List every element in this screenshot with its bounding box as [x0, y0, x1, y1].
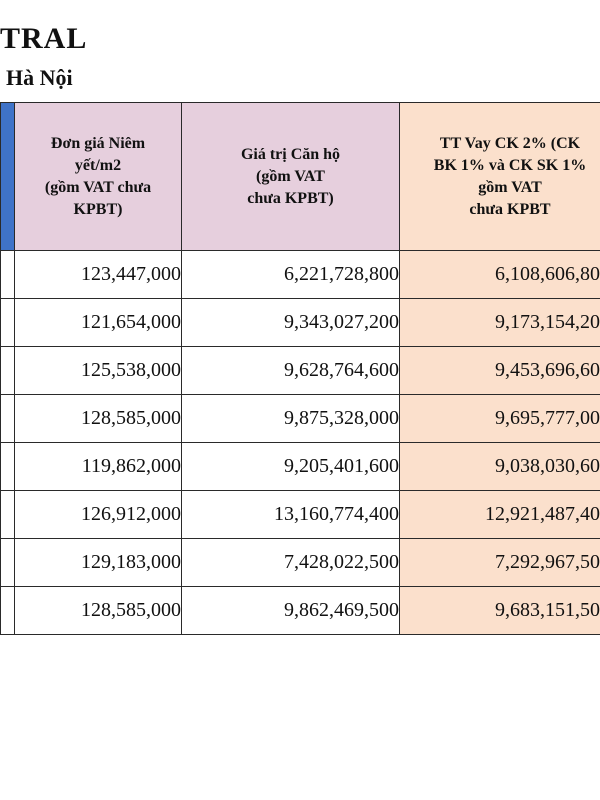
header-line: TT Vay CK 2% (CK: [439, 134, 581, 152]
row-edge-cell: [1, 539, 15, 587]
header-edge-cell: [1, 103, 15, 251]
row-edge-cell: [1, 491, 15, 539]
header-line: BK 1% và CK SK 1%: [433, 156, 587, 174]
loan-payment-cell: [400, 587, 600, 635]
header-line: (gồm VAT chưa: [44, 178, 152, 196]
loan-payment-value: 7,292,967,50: [495, 551, 600, 573]
header-line: KPBT): [73, 200, 123, 218]
price-table: [0, 102, 600, 635]
loan-payment-value: 9,695,777,00: [495, 407, 600, 429]
document-subtitle: Hà Nội: [6, 65, 73, 90]
header-line: Đơn giá Niêm: [50, 134, 146, 152]
table-row: [1, 299, 600, 347]
apartment-value-cell: 9,862,469,500: [182, 587, 400, 635]
header-line: chưa KPBT): [247, 189, 334, 207]
table-row: [1, 491, 600, 539]
loan-payment-value: 6,108,606,80: [495, 263, 600, 285]
header-line: gồm VAT: [478, 178, 542, 196]
unit-price-cell: 119,862,000: [15, 443, 182, 491]
header-line: yết/m2: [74, 156, 122, 174]
row-edge-cell: [1, 347, 15, 395]
row-edge-cell: [1, 251, 15, 299]
apartment-value-cell: 9,343,027,200: [182, 299, 400, 347]
loan-payment-value: 12,921,487,40: [485, 503, 600, 525]
apartment-value-cell: 9,875,328,000: [182, 395, 400, 443]
unit-price-cell: 125,538,000: [15, 347, 182, 395]
apartment-value-cell: 9,628,764,600: [182, 347, 400, 395]
row-edge-cell: [1, 395, 15, 443]
table-header-row: [1, 103, 600, 251]
loan-payment-cell: [400, 251, 600, 299]
loan-payment-cell: [400, 299, 600, 347]
header-line: (gồm VAT: [256, 167, 325, 185]
header-unit-price: [15, 103, 182, 251]
table-row: [1, 251, 600, 299]
row-edge-cell: [1, 299, 15, 347]
apartment-value-cell: 7,428,022,500: [182, 539, 400, 587]
document-title: TRAL: [0, 22, 88, 55]
unit-price-cell: 129,183,000: [15, 539, 182, 587]
table-row: [1, 443, 600, 491]
table-row: [1, 395, 600, 443]
unit-price-cell: 126,912,000: [15, 491, 182, 539]
table-row: [1, 539, 600, 587]
unit-price-cell: 128,585,000: [15, 395, 182, 443]
unit-price-cell: 128,585,000: [15, 587, 182, 635]
loan-payment-cell: [400, 395, 600, 443]
row-edge-cell: [1, 587, 15, 635]
header-line: Giá trị Căn hộ: [240, 145, 341, 163]
loan-payment-cell: [400, 491, 600, 539]
table-row: [1, 587, 600, 635]
header-line: chưa KPBT: [469, 200, 551, 218]
unit-price-cell: 121,654,000: [15, 299, 182, 347]
loan-payment-cell: [400, 347, 600, 395]
loan-payment-value: 9,683,151,50: [495, 599, 600, 621]
loan-payment-cell: [400, 539, 600, 587]
apartment-value-cell: 13,160,774,400: [182, 491, 400, 539]
loan-payment-cell: [400, 443, 600, 491]
loan-payment-value: 9,173,154,20: [495, 311, 600, 333]
loan-payment-value: 9,038,030,60: [495, 455, 600, 477]
row-edge-cell: [1, 443, 15, 491]
header-loan-payment: [400, 103, 600, 251]
loan-payment-value: 9,453,696,60: [495, 359, 600, 381]
apartment-value-cell: 6,221,728,800: [182, 251, 400, 299]
table-row: [1, 347, 600, 395]
unit-price-cell: 123,447,000: [15, 251, 182, 299]
apartment-value-cell: 9,205,401,600: [182, 443, 400, 491]
header-apartment-value: [182, 103, 400, 251]
